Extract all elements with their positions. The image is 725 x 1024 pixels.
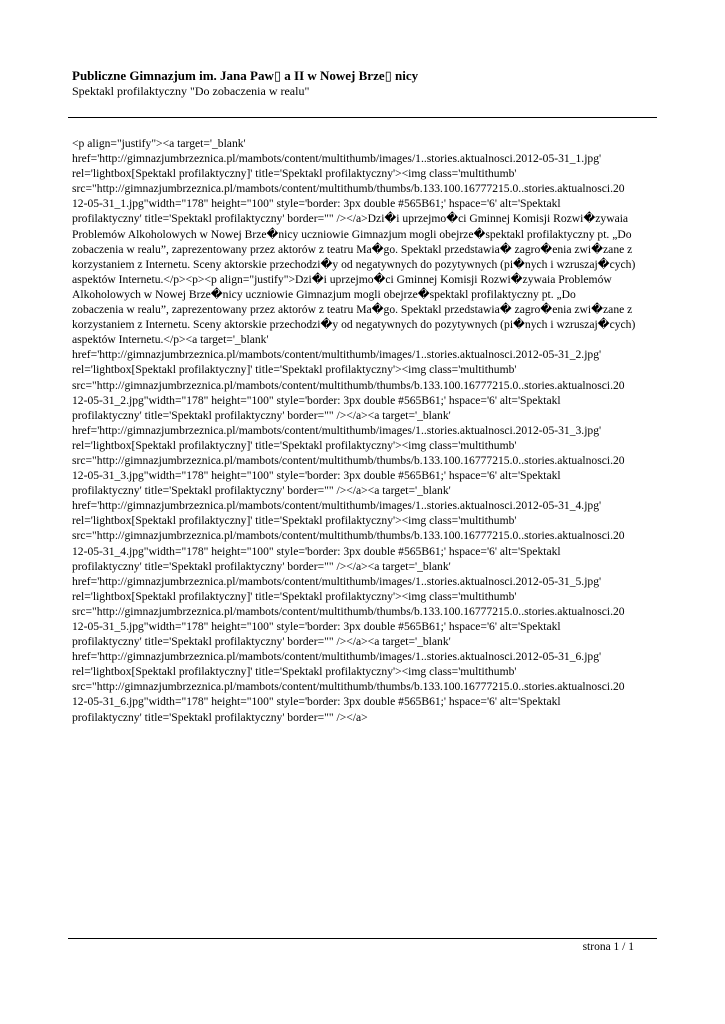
body-line: profilaktyczny' title='Spektakl profilaktyczny' border="" /></a><a target='_blank' [72,484,451,498]
article-body [72,136,660,725]
body-line: profilaktyczny' title='Spektakl profilaktyczny' border="" /></a><a target='_blank' [72,559,451,573]
body-line: rel='lightbox[Spektakl profilaktyczny]' title='Spektakl profilaktyczny'><img class='multithumb' [72,665,517,679]
body-line: 12-05-31_2.jpg"width="178" height="100" style='border: 3px double #565B61;' hspace='6' alt='Spektakl [72,393,561,407]
body-line: zobaczenia w realu”, zaprezentowany przez aktorów z teatru Ma�go. Spektakl przedstawia� zagro�enia zwi�zane z [72,242,633,256]
body-line: 12-05-31_3.jpg"width="178" height="100" style='border: 3px double #565B61;' hspace='6' alt='Spektakl [72,469,561,483]
body-line: Problemów Alkoholowych w Nowej Brze�nicy uczniowie Gimnazjum mogli obejrze�spektakl profilaktyczny pt. „Do [72,227,632,241]
body-line: Alkoholowych w Nowej Brze�nicy uczniowie Gimnazjum mogli obejrze�spektakl profilaktyczny pt. „Do [72,287,576,301]
body-line: 12-05-31_4.jpg"width="178" height="100" style='border: 3px double #565B61;' hspace='6' alt='Spektakl [72,544,561,558]
body-line: rel='lightbox[Spektakl profilaktyczny]' title='Spektakl profilaktyczny'><img class='multithumb' [72,363,517,377]
page-title: Publiczne Gimnazjum im. Jana Paw▯ a II w Nowej Brze▯ nicy [72,68,419,83]
body-line: src="http://gimnazjumbrzeznica.pl/mambots/content/multithumb/thumbs/b.133.100.16777215.0..stories.aktualnosci.20 [72,453,625,467]
body-line: 12-05-31_1.jpg"width="178" height="100" style='border: 3px double #565B61;' hspace='6' alt='Spektakl [72,197,561,211]
body-line: href='http://gimnazjumbrzeznica.pl/mambots/content/multithumb/images/1..stories.aktualnosci.2012-05-31_5.jpg' [72,574,602,588]
body-line: profilaktyczny' title='Spektakl profilaktyczny' border="" /></a>Dzi�i uprzejmo�ci Gminnej Komisji Rozwi�zywaia [72,212,629,226]
body-line: rel='lightbox[Spektakl profilaktyczny]' title='Spektakl profilaktyczny'><img class='multithumb' [72,589,517,603]
page-number: strona 1 / 1 [582,941,634,953]
body-line: href='http://gimnazjumbrzeznica.pl/mambots/content/multithumb/images/1..stories.aktualnosci.2012-05-31_4.jpg' [72,499,602,513]
body-line: <p align="justify"><a target='_blank' [72,137,246,150]
body-line: rel='lightbox[Spektakl profilaktyczny]' title='Spektakl profilaktyczny'><img class='multithumb' [72,167,517,181]
body-line: korzystaniem z Internetu. Sceny aktorskie przechodzi�y od negatywnych do pozytywnych (pi�nych i wzruszaj�cych) [72,257,636,271]
body-line: src="http://gimnazjumbrzeznica.pl/mambots/content/multithumb/thumbs/b.133.100.16777215.0..stories.aktualnosci.20 [72,182,625,196]
body-line: profilaktyczny' title='Spektakl profilaktyczny' border="" /></a> [72,710,368,724]
body-line: korzystaniem z Internetu. Sceny aktorskie przechodzi�y od negatywnych do pozytywnych (pi�nych i wzruszaj�cych) [72,318,636,332]
body-line: src="http://gimnazjumbrzeznica.pl/mambots/content/multithumb/thumbs/b.133.100.16777215.0..stories.aktualnosci.20 [72,680,625,694]
header-divider [68,117,657,118]
body-line: src="http://gimnazjumbrzeznica.pl/mambots/content/multithumb/thumbs/b.133.100.16777215.0..stories.aktualnosci.20 [72,529,625,543]
body-line: 12-05-31_6.jpg"width="178" height="100" style='border: 3px double #565B61;' hspace='6' alt='Spektakl [72,695,561,709]
body-line: rel='lightbox[Spektakl profilaktyczny]' title='Spektakl profilaktyczny'><img class='multithumb' [72,514,517,528]
body-line: 12-05-31_5.jpg"width="178" height="100" style='border: 3px double #565B61;' hspace='6' alt='Spektakl [72,620,561,633]
body-line: profilaktyczny' title='Spektakl profilaktyczny' border="" /></a><a target='_blank' [72,635,451,649]
page-subtitle: Spektakl profilaktyczny "Do zobaczenia w realu" [72,84,310,98]
body-line: aspektów Internetu.</p><a target='_blank' [72,333,269,347]
body-line: rel='lightbox[Spektakl profilaktyczny]' title='Spektakl profilaktyczny'><img class='multithumb' [72,438,517,452]
body-line: src="http://gimnazjumbrzeznica.pl/mambots/content/multithumb/thumbs/b.133.100.16777215.0..stories.aktualnosci.20 [72,378,625,392]
body-line: href='http://gimnazjumbrzeznica.pl/mambots/content/multithumb/images/1..stories.aktualnosci.2012-05-31_3.jpg' [72,423,602,437]
footer-divider [68,938,657,939]
body-line: href='http://gimnazjumbrzeznica.pl/mambots/content/multithumb/images/1..stories.aktualnosci.2012-05-31_6.jpg' [72,650,602,664]
body-line: zobaczenia w realu”, zaprezentowany przez aktorów z teatru Ma�go. Spektakl przedstawia� zagro�enia zwi�zane z [72,303,633,317]
body-line: href='http://gimnazjumbrzeznica.pl/mambots/content/multithumb/images/1..stories.aktualnosci.2012-05-31_1.jpg' [72,152,602,166]
page-header [72,68,657,99]
body-line: profilaktyczny' title='Spektakl profilaktyczny' border="" /></a><a target='_blank' [72,408,451,422]
body-line: href='http://gimnazjumbrzeznica.pl/mambots/content/multithumb/images/1..stories.aktualnosci.2012-05-31_2.jpg' [72,348,602,362]
body-line: aspektów Internetu.</p><p><p align="justify">Dzi�i uprzejmo�ci Gminnej Komisji Rozwi�zywaia Problemów [72,272,612,286]
body-line: src="http://gimnazjumbrzeznica.pl/mambots/content/multithumb/thumbs/b.133.100.16777215.0..stories.aktualnosci.20 [72,604,625,618]
